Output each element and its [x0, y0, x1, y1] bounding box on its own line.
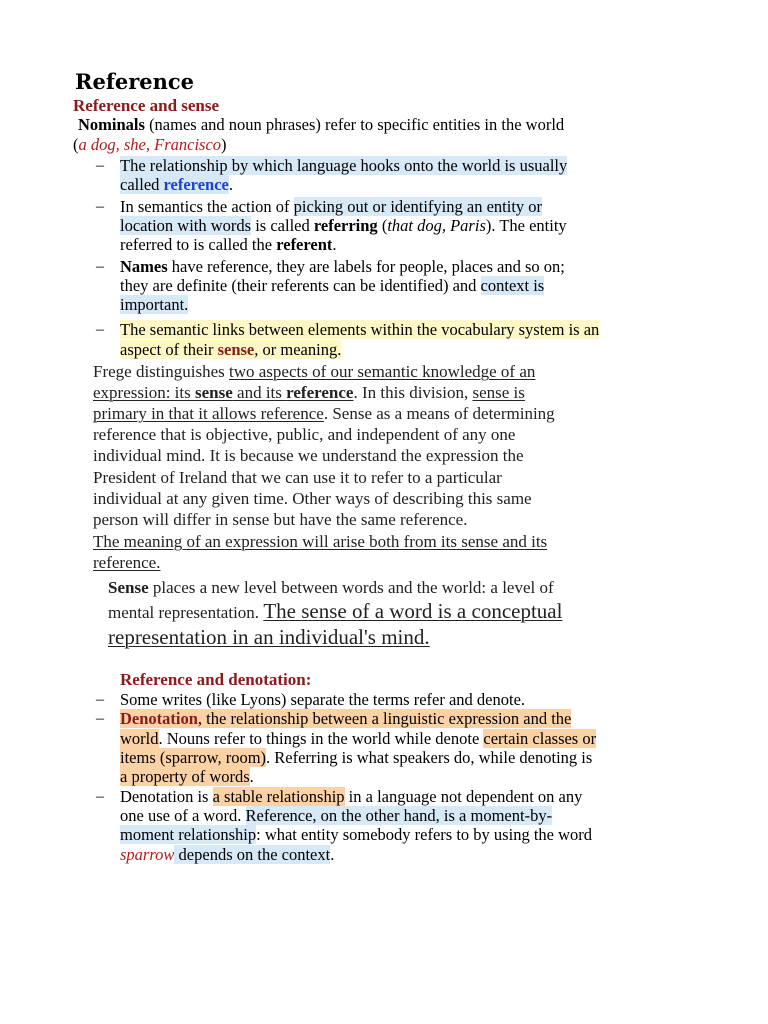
frege-line-6: President of Ireland that we can use it to refer to a particular	[93, 468, 502, 487]
denotation-bullet-3-line-2	[120, 806, 552, 826]
reference-highlight: moment relationship	[120, 825, 257, 844]
bullet-marker: –	[96, 157, 104, 174]
denotation-bullet-2-line-4	[120, 767, 254, 787]
sense-quote-line-3	[108, 626, 430, 650]
nominals-term: Nominals	[78, 115, 145, 134]
denotation-bullet-3-line-1	[120, 787, 582, 807]
nominals-examples: a dog, she, Francisco	[78, 135, 222, 154]
denotation-bullet-3-line-4	[120, 845, 334, 865]
denotation-text: . Referring is what speakers do, while denoting is	[266, 748, 593, 767]
frege-underlined: and its	[232, 383, 287, 402]
referring-examples: that dog, Paris	[387, 216, 486, 235]
sense-quote-term: Sense	[108, 578, 149, 597]
frege-underlined: two aspects of our semantic knowledge of an	[229, 362, 536, 381]
sense-term: sense	[217, 340, 255, 359]
section-heading-reference-and-denotation: Reference and denotation:	[120, 670, 312, 689]
nominals-line-2	[73, 135, 227, 155]
frege-line-2	[93, 382, 525, 403]
bullet-3-line-2	[120, 276, 544, 296]
reference-term: reference	[163, 175, 229, 194]
frege-line-7: individual at any given time. Other ways of describing this same	[93, 489, 532, 508]
bullet-4-line-2	[120, 340, 341, 360]
reference-highlight: depends on the context	[174, 845, 331, 864]
denotation-bullet-2-line-3	[120, 748, 592, 768]
frege-underlined: reference.	[93, 553, 161, 572]
bullet-3-line-1	[120, 257, 565, 277]
frege-line-5: individual mind. It is because we understand the expression the	[93, 446, 524, 465]
bullet-marker: –	[96, 710, 104, 727]
frege-line-9	[93, 531, 547, 552]
period: .	[249, 767, 254, 786]
bullet-2-pre: In semantics the action of	[120, 197, 294, 216]
frege-line-3	[93, 403, 555, 424]
sense-quote-line-2	[108, 600, 562, 624]
frege-reference: reference	[286, 383, 354, 402]
frege-pre: Frege distinguishes	[93, 362, 229, 381]
frege-line-10	[93, 552, 160, 573]
bullet-3-text: have reference, they are labels for people, places and so on;	[167, 257, 565, 276]
denotation-highlight: a property of words	[120, 767, 250, 786]
bullet-marker: –	[96, 198, 104, 215]
denotation-pre: one use of a word.	[120, 806, 246, 825]
paren: (	[377, 216, 388, 235]
bullet-4-text: The semantic links between elements within the vocabulary system is an	[120, 320, 600, 339]
frege-underlined: The meaning of an expression will arise both from its sense and its	[93, 532, 548, 551]
nominals-text: (names and noun phrases) refer to specific entities in the world	[144, 115, 565, 134]
reference-highlight: Reference, on the other hand, is a moment-by-	[245, 806, 553, 825]
period: .	[332, 235, 337, 254]
bullet-3-highlight-2: important.	[120, 295, 189, 314]
bullet-1-highlight	[120, 175, 229, 194]
denotation-bullet-2-line-1	[120, 709, 571, 729]
denotation-highlight: certain classes or	[483, 729, 597, 748]
nominals-line-1	[78, 115, 564, 135]
sense-quote-definition: The sense of a word is a conceptual	[263, 599, 563, 623]
paren: (	[73, 135, 79, 154]
frege-sense: sense	[195, 383, 233, 402]
bullet-4-post: , or meaning.	[254, 340, 342, 359]
denotation-mid: . Nouns refer to things in the world while denote	[158, 729, 484, 748]
bullet-1-pre: called	[120, 175, 164, 194]
bullet-marker: –	[96, 691, 104, 708]
bullet-2-line-2	[120, 216, 567, 236]
referent-term: referent	[276, 235, 333, 254]
denotation-text: , the relationship between a linguistic expression and the	[197, 709, 572, 728]
denotation-text: in a language not dependent on any	[344, 787, 583, 806]
section-heading-reference-and-sense: Reference and sense	[73, 96, 220, 115]
denotation-text: : what entity somebody refers to by using the word	[256, 825, 593, 844]
denotation-highlight: world	[120, 729, 159, 748]
frege-mid: . In this division,	[353, 383, 473, 402]
frege-line-8: person will differ in sense but have the same reference.	[93, 510, 468, 529]
sense-quote-text: places a new level between words and the world: a level of	[148, 578, 554, 597]
denotation-bullet-2-line-2	[120, 729, 596, 749]
bullet-2-highlight-2: location with words	[120, 216, 252, 235]
frege-line-1	[93, 361, 535, 382]
document-title: Reference	[75, 69, 195, 94]
denotation-term: Denotation	[120, 709, 198, 728]
frege-underlined: sense is	[472, 383, 525, 402]
sense-quote-pre: mental representation.	[108, 603, 264, 622]
period: .	[228, 175, 233, 194]
bullet-marker: –	[96, 788, 104, 805]
paren: )	[221, 135, 227, 154]
frege-text: . Sense as a means of determining	[323, 404, 555, 423]
sparrow-example: sparrow	[120, 845, 175, 864]
bullet-4-line-1	[120, 320, 599, 340]
frege-underlined: expression: its	[93, 383, 195, 402]
names-term: Names	[120, 257, 168, 276]
bullet-4-pre: aspect of their	[120, 340, 218, 359]
denotation-highlight: items (sparrow, room)	[120, 748, 267, 767]
bullet-4-highlight	[120, 340, 341, 359]
denotation-bullet-3-line-3	[120, 825, 592, 845]
bullet-marker: –	[96, 258, 104, 275]
denotation-highlight	[120, 709, 571, 728]
bullet-2-highlight: picking out or identifying an entity or	[293, 197, 543, 216]
sense-quote-line-1	[108, 577, 554, 599]
bullet-3-pre: they are definite (their referents can be identified) and	[120, 276, 481, 295]
denotation-bullet-1: Some writes (like Lyons) separate the terms refer and denote.	[120, 690, 526, 709]
bullet-2-line-3	[120, 235, 337, 255]
bullet-3-line-3	[120, 295, 188, 315]
denotation-highlight: a stable relationship	[212, 787, 345, 806]
bullet-marker: –	[96, 321, 104, 338]
sense-quote-definition-2: representation in an individual's mind.	[108, 625, 430, 649]
frege-underlined: primary in that it allows reference	[93, 404, 324, 423]
denotation-pre: Denotation is	[120, 787, 213, 806]
bullet-3-highlight: context is	[480, 276, 545, 295]
bullet-2-line-1	[120, 197, 542, 217]
referring-term: referring	[313, 216, 378, 235]
bullet-1-text: The relationship by which language hooks onto the world is usually	[120, 156, 568, 175]
bullet-1-line-2	[120, 175, 233, 195]
bullet-2-post: ). The entity	[485, 216, 567, 235]
bullet-2-pre-3: referred to is called the	[120, 235, 277, 254]
bullet-1-line-1	[120, 156, 567, 176]
period: .	[330, 845, 335, 864]
bullet-2-mid: is called	[251, 216, 314, 235]
frege-line-4: reference that is objective, public, and independent of any one	[93, 425, 516, 444]
